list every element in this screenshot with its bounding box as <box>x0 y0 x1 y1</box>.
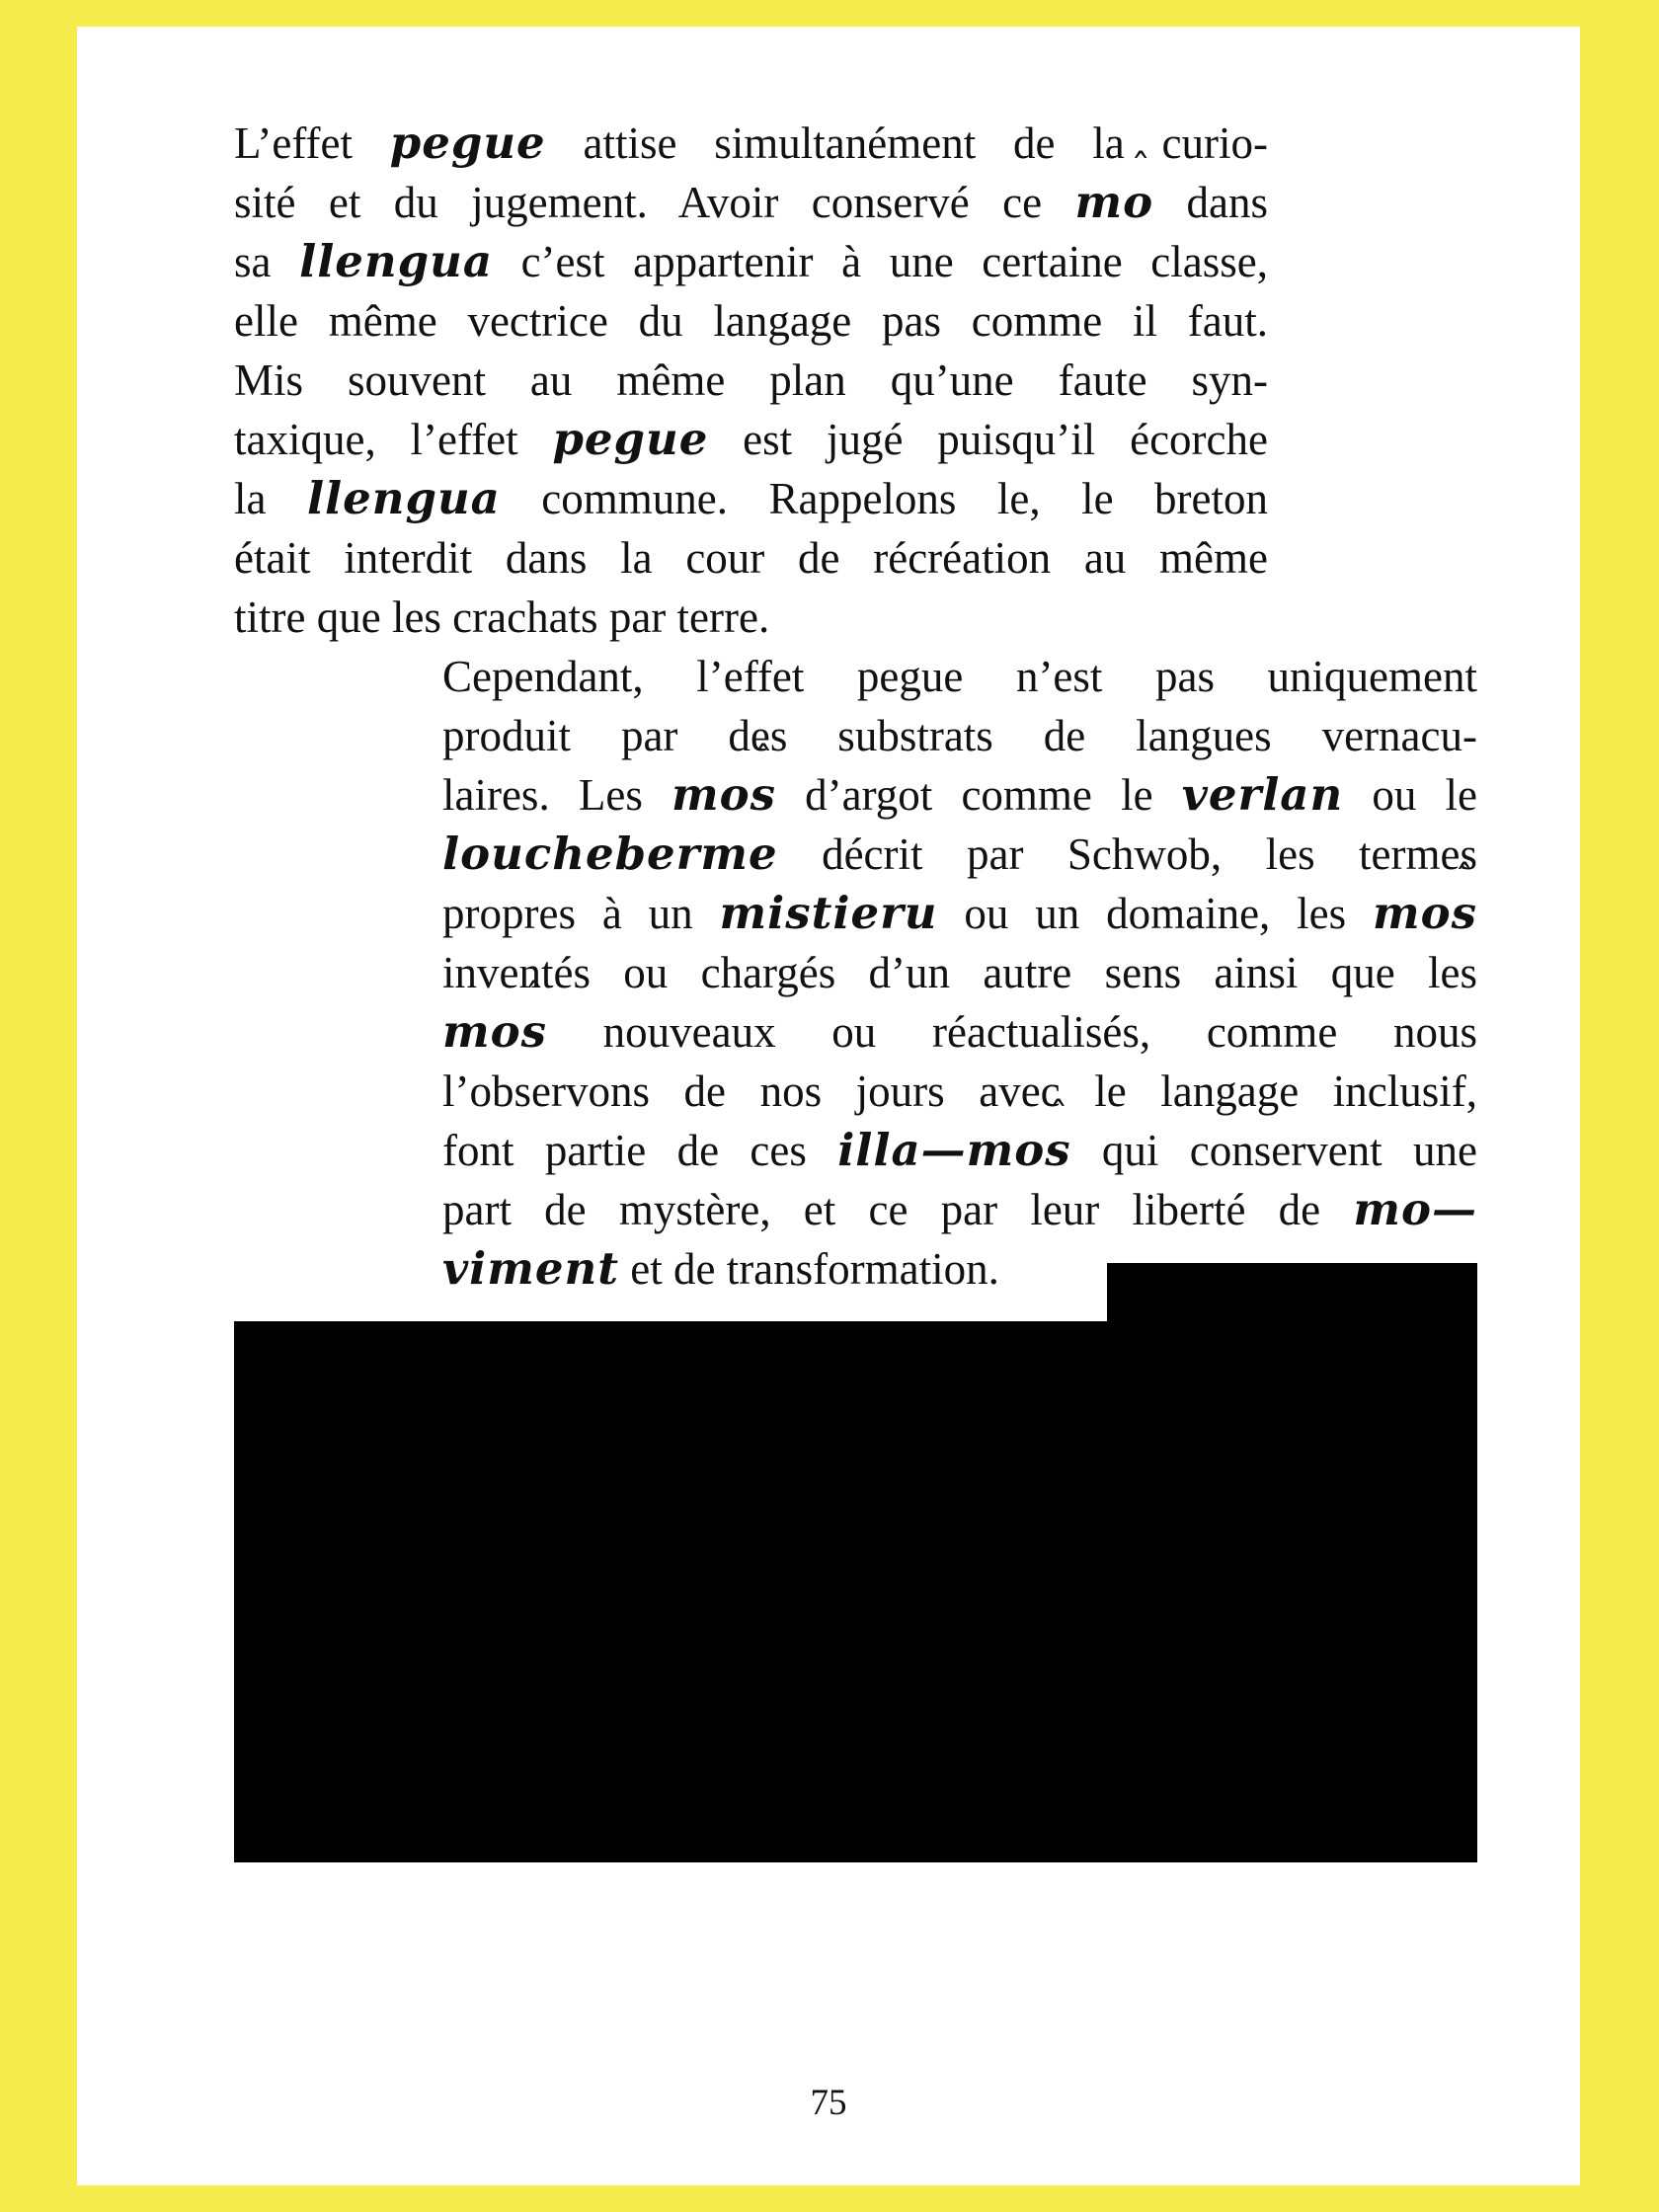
text-line: produit par des substrats de langues vernacu- <box>442 711 1477 760</box>
text-line: inventés ou chargés d’un autre sens ainsi que les <box>442 948 1477 997</box>
stylized-word-mo: mo— <box>1353 1183 1477 1235</box>
text-line: loucheberme décrit par Schwob, les termes <box>442 828 1477 880</box>
stylized-word-verlan: verlan <box>1181 768 1344 821</box>
text-line: elle même vectrice du langage pas comme il faut. <box>234 296 1268 346</box>
stylized-word-mos: mos ˆ <box>1373 887 1477 939</box>
text-line: viment et de transformation. <box>442 1242 999 1295</box>
text-line: mos ˆ nouveaux ou réactualisés, comme nous <box>442 1002 1477 1062</box>
stylized-word-viment: viment <box>442 1242 619 1295</box>
stylized-word-pegue: pegue <box>552 413 709 465</box>
stylized-word-pegue: pegue <box>389 117 546 169</box>
text-line: l’observons de nos jours avec le langage inclusif, <box>442 1066 1477 1116</box>
text-line: était interdit dans la cour de récréation au même <box>234 533 1268 583</box>
stylized-word-mistieru: mistieru <box>719 887 938 939</box>
stylized-word-llengua: llengua <box>306 472 501 524</box>
stylized-word-mos: mos ˆ <box>672 768 776 821</box>
redaction-block <box>234 1321 1477 1862</box>
page-number: 75 <box>810 2083 847 2123</box>
book-page <box>77 27 1580 2185</box>
text-line: la llengua commune. Rappelons le, le breton <box>234 472 1269 524</box>
text-line: Mis souvent au même plan qu’une faute syn- <box>234 356 1268 405</box>
stylized-word-illa-mos: illa—mos ˆ <box>837 1124 1070 1176</box>
paragraph-1 <box>234 114 1268 647</box>
paragraph-2 <box>442 647 1477 1299</box>
text-line: laires. Les mos ˆ d’argot comme le verlan ou le <box>442 765 1477 825</box>
stylized-word-loucheberme: loucheberme <box>442 828 778 880</box>
text-line: part de mystère, et ce par leur liberté de mo— <box>442 1183 1477 1235</box>
text-line: L’effet pegue attise simultanément de la curio- <box>234 117 1269 169</box>
text-line: sa llengua c’est appartenir à une certaine classe, <box>234 235 1268 287</box>
stylized-word-mo: mo ˆ <box>1074 176 1153 228</box>
redaction-block-top <box>1107 1263 1477 1322</box>
text-line: taxique, l’effet pegue est jugé puisqu’il écorche <box>234 413 1268 465</box>
text-line: titre que les crachats par terre. <box>234 592 770 642</box>
stylized-word-mos: mos ˆ <box>442 1005 547 1058</box>
text-line: sité et du jugement. Avoir conservé ce mo ˆ dans <box>234 173 1268 232</box>
text-line: propres à un mistieru ou un domaine, les mos ˆ <box>442 884 1477 943</box>
text-line: Cependant, l’effet pegue n’est pas uniquement <box>442 652 1477 701</box>
text-line: font partie de ces illa—mos ˆ qui conservent une <box>442 1121 1477 1180</box>
stylized-word-llengua: llengua <box>299 235 493 287</box>
